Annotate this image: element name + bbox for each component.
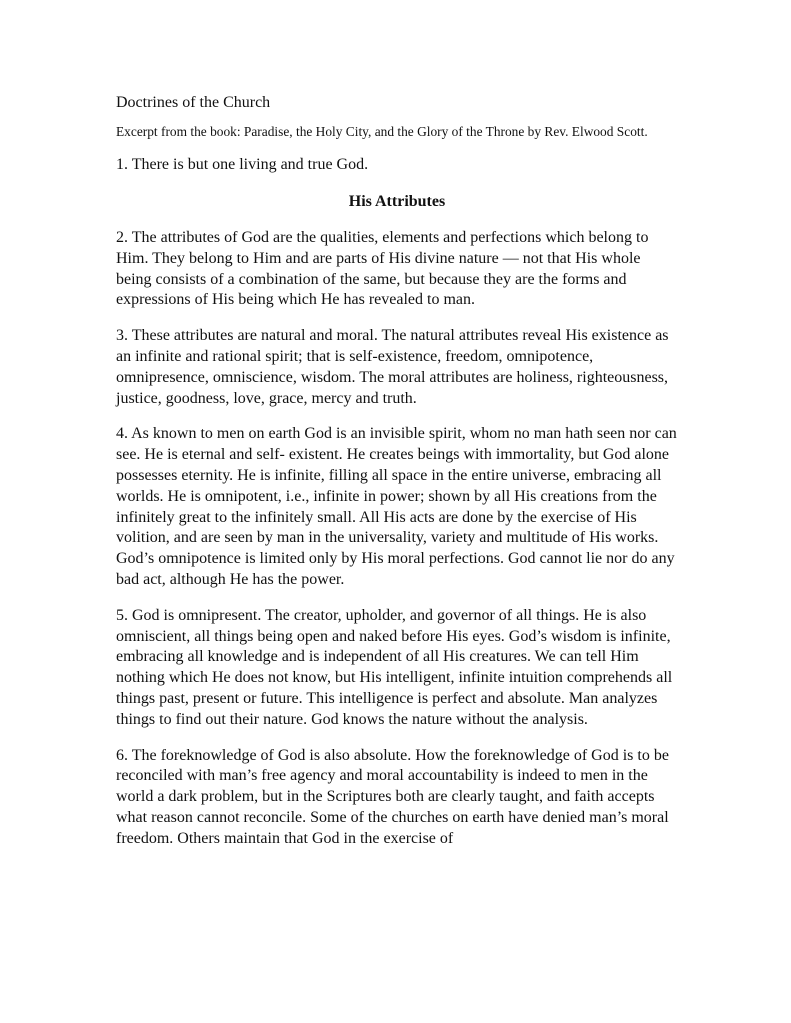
paragraph-6: 6. The foreknowledge of God is also absolute. How the foreknowledge of God is to be reconciled with man’s free agency and moral accountability is indeed to men in the world a dark problem, but in the Scriptures both are clearly taught, and faith accepts what reason cannot reconcile. Some of the churches on earth have denied man’s moral freedom. Others maintain that God in the exercise of [116, 746, 669, 847]
document-page [116, 92, 678, 865]
paragraph-2: 2. The attributes of God are the qualities, elements and perfections which belong to Him. They belong to Him and are parts of His divine nature — not that His whole being consists of a combination of the same, but because they are the forms and expressions of His being which He has revealed to man. [116, 229, 649, 309]
excerpt-note: Excerpt from the book: Paradise, the Holy City, and the Glory of the Throne by Rev. Elwood Scott. [116, 124, 648, 139]
paragraph-3: 3. These attributes are natural and moral. The natural attributes reveal His existence as an infinite and rational spirit; that is self-existence, freedom, omnipotence, omnipresence, omniscience, wisdom. The moral attributes are holiness, righteousness, justice, goodness, love, grace, mercy and truth. [116, 327, 669, 407]
paragraph-5: 5. God is omnipresent. The creator, upholder, and governor of all things. He is also omniscient, all things being open and naked before His eyes. God’s wisdom is infinite, embracing all knowledge and is independent of all His creatures. We can tell Him nothing which He does not know, but His intelligent, infinite intuition comprehends all things past, present or future. This intelligence is perfect and absolute. Man analyzes things to find out their nature. God knows the nature without the analysis. [116, 606, 673, 728]
document-title: Doctrines of the Church [116, 94, 271, 111]
paragraph-4: 4. As known to men on earth God is an invisible spirit, whom no man hath seen nor can see. He is eternal and self- existent. He creates beings with immortality, but God alone possesses eternity. He is infinite, filling all space in the entire universe, embracing all worlds. He is omnipotent, i.e., infinite in power; shown by all His creations from the infinitely great to the infinitely small. All His acts are done by the exercise of His volition, and are seen by man in the universality, variety and multitude of His works. God’s omnipotence is limited only by His moral perfections. God cannot lie nor do any bad act, although He has the power. [116, 425, 677, 588]
intro-point: 1. There is but one living and true God. [116, 156, 369, 173]
section-heading: His Attributes [348, 193, 446, 210]
